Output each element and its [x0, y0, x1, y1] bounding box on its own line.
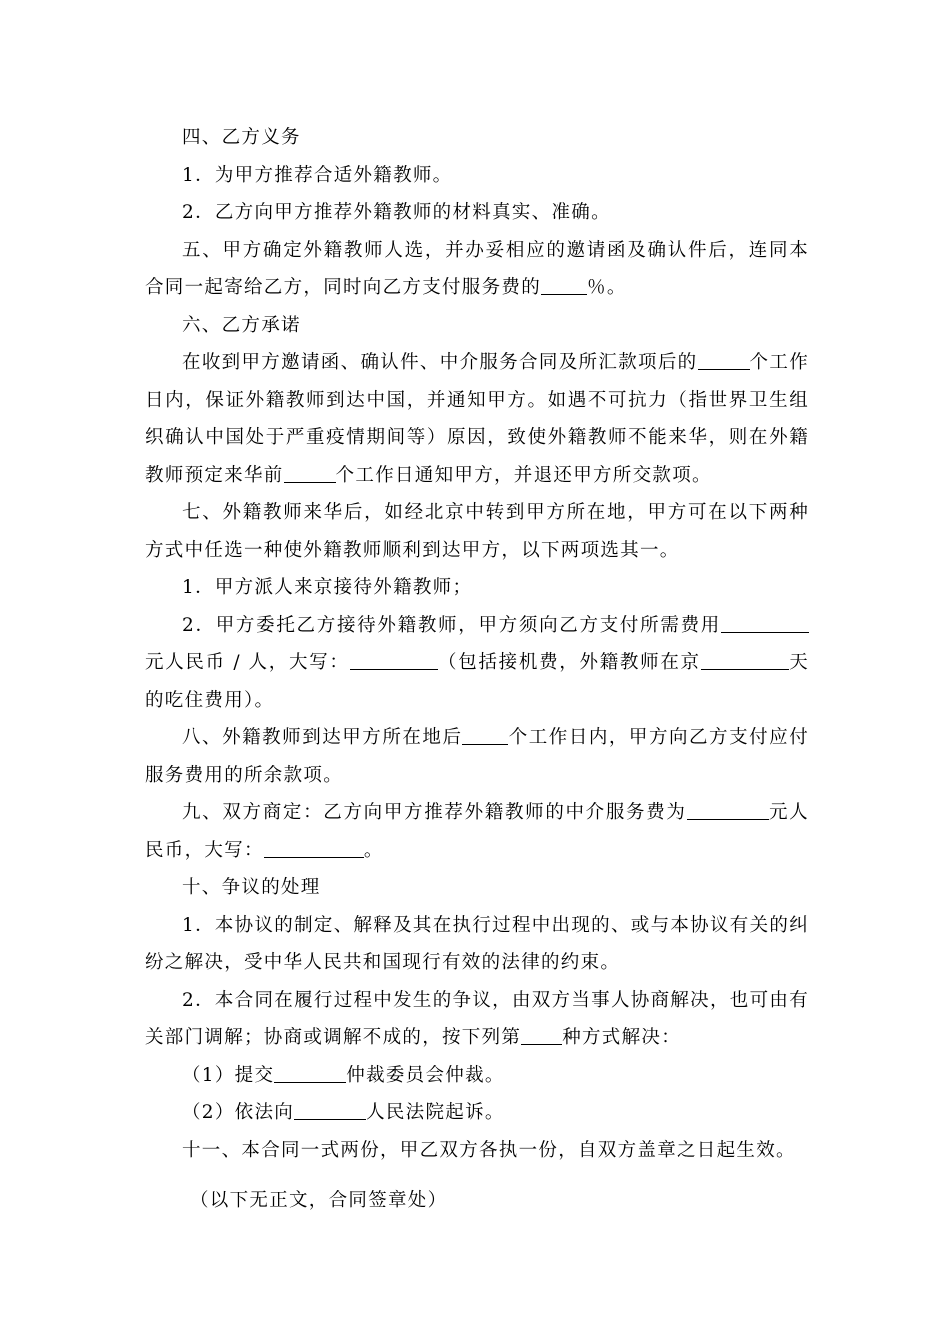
arrival-days-blank	[698, 349, 750, 370]
section-9-text-a: 九、双方商定：乙方向甲方推荐外籍教师的中介服务费为	[182, 802, 687, 823]
section-7: 七、外籍教师来华后，如经北京中转到甲方所在地，甲方可在以下两种方式中任选一种使外籍教师顺利到达甲方，以下两项选其一。	[145, 502, 809, 561]
service-fee-blank	[687, 799, 769, 820]
section-10-item-2-text-b: 种方式解决：	[562, 1027, 682, 1048]
beijing-days-blank	[701, 649, 789, 670]
court-blank	[294, 1099, 366, 1120]
arbitration-committee-blank	[274, 1062, 346, 1083]
option-1-text-b: 仲裁委员会仲裁。	[346, 1064, 505, 1086]
section-11: 十一、本合同一式两份，甲乙双方各执一份，自双方盖章之日起生效。	[182, 1139, 796, 1161]
payment-days-blank	[462, 724, 508, 745]
end-note: （以下无正文，合同签章处）	[190, 1190, 448, 1211]
section-7-item-2-text-c: （包括接机费，外籍教师在京	[437, 652, 701, 673]
reception-fee-words-blank	[350, 649, 438, 670]
section-10-item-2	[145, 982, 809, 1057]
section-4-item-2: 2．乙方向甲方推荐外籍教师的材料真实、准确。	[182, 202, 611, 223]
section-5-text-a: 五、甲方确定外籍教师人选，并办妥相应的邀请函及确认件后，连同本合同一起寄给乙方，同时向乙方支付服务费的	[145, 239, 809, 298]
service-fee-words-blank	[264, 837, 364, 858]
section-9-text-c: 。	[363, 839, 384, 861]
section-8-text-b: 个工作日内，甲方向乙方支付应付服务费用的所余款项。	[145, 727, 809, 786]
section-4-item-1: 1．为甲方推荐合适外籍教师。	[182, 164, 453, 186]
notice-days-blank	[284, 462, 336, 483]
section-6-text-a: 在收到甲方邀请函、确认件、中介服务合同及所汇款项后的	[182, 352, 698, 373]
section-6-body	[145, 344, 809, 494]
section-10-option-2	[145, 1094, 809, 1132]
section-6-text-c: 个工作日通知甲方，并退还甲方所交款项。	[335, 464, 712, 486]
section-7-item-2	[145, 607, 809, 720]
section-6-title: 六、乙方承诺	[182, 314, 301, 336]
section-9	[145, 794, 809, 869]
section-7-item-2-text-a: 2．甲方委托乙方接待外籍教师，甲方须向乙方支付所需费用	[182, 614, 721, 636]
section-10-item-2-text-a: 2．本合同在履行过程中发生的争议，由双方当事人协商解决，也可由有关部门调解；协商或调解不成的，按下列第	[145, 989, 809, 1048]
section-7-item-2-text-d: 天的吃住费用）。	[145, 652, 809, 711]
section-4-title: 四、乙方义务	[182, 127, 301, 148]
section-10-item-1: 1．本协议的制定、解释及其在执行过程中出现的、或与本协议有关的纠纷之解决，受中华人民共和国现行有效的法律的约束。	[145, 914, 809, 973]
option-1-text-a: （1）提交	[182, 1064, 275, 1086]
section-5	[145, 232, 809, 307]
section-9-text-b: 元人民币，大写：	[145, 802, 809, 861]
section-7-item-1: 1．甲方派人来京接待外籍教师；	[182, 577, 473, 598]
section-10-title: 十、争议的处理	[182, 877, 321, 898]
spacer	[145, 1169, 809, 1182]
section-6-text-b: 个工作日内，保证外籍教师到达中国，并通知甲方。如遇不可抗力（指世界卫生组织确认中国处于严重疫情期间等）原因，致使外籍教师不能来华，则在外籍教师预定来华前	[145, 352, 809, 486]
section-5-text-b: ％。	[587, 277, 627, 298]
section-10-option-1	[145, 1057, 809, 1095]
section-8	[145, 719, 809, 794]
section-7-item-2-text-b: 元人民币 / 人，大写：	[145, 652, 350, 673]
reception-fee-blank	[721, 612, 809, 633]
fee-percent-blank	[541, 274, 587, 295]
option-2-text-a: （2）依法向	[182, 1102, 295, 1123]
contract-page	[145, 119, 809, 1220]
option-2-text-b: 人民法院起诉。	[366, 1102, 505, 1123]
resolution-method-blank	[521, 1024, 562, 1045]
section-8-text-a: 八、外籍教师到达甲方所在地后	[182, 727, 463, 748]
